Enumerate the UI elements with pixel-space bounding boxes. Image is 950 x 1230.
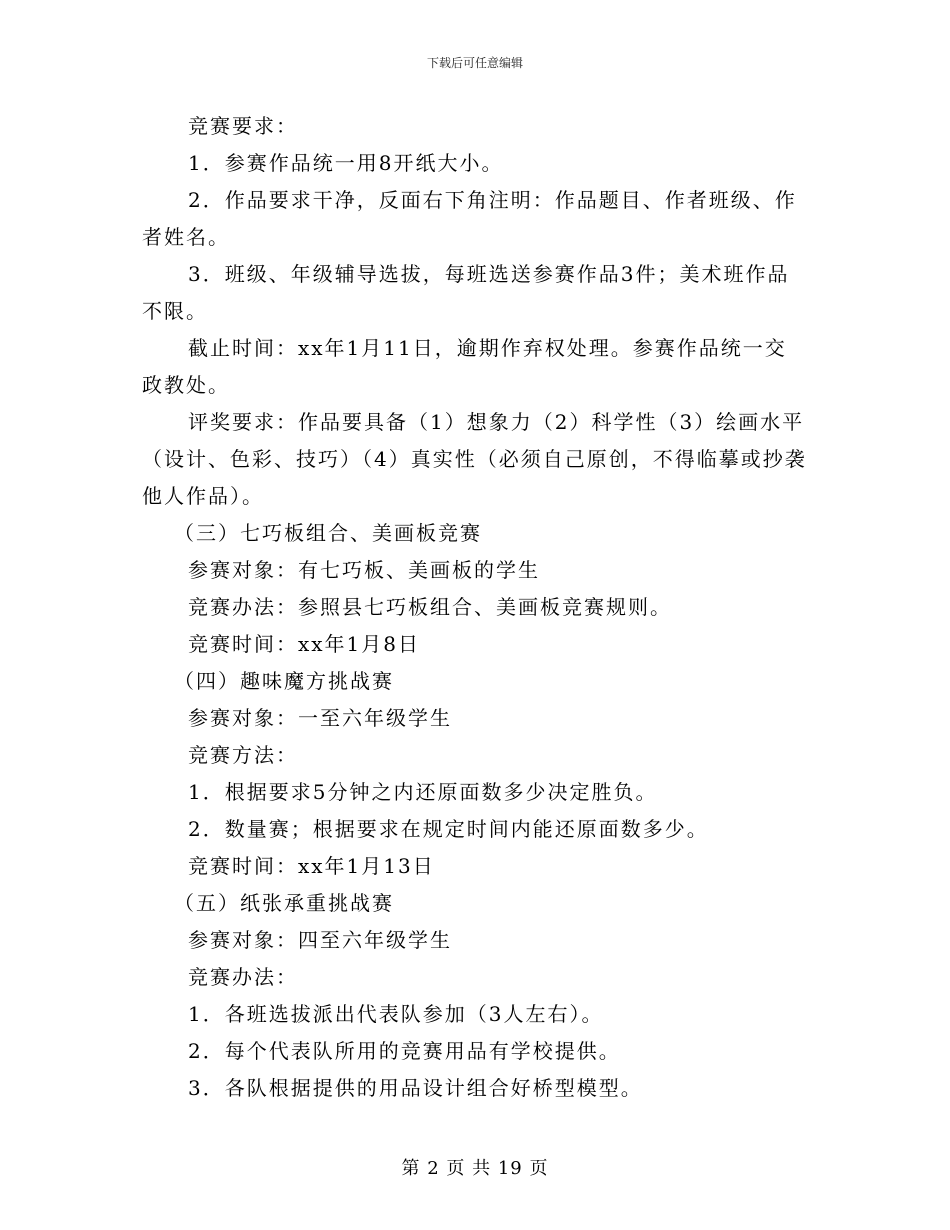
paragraph: 1．根据要求5分钟之内还原面数多少决定胜负。 (188, 780, 658, 804)
page-header: 下载后可任意编辑 (426, 56, 523, 70)
paragraph: 截止时间：xx年1月11日，逾期作弃权处理。参赛作品统一交政教处。 (142, 336, 787, 397)
paragraph: 3．班级、年级辅导选拔，每班选送参赛作品3件；美术班作品不限。 (142, 262, 790, 323)
paragraph: 2．作品要求干净，反面右下角注明：作品题目、作者班级、作者姓名。 (142, 188, 797, 249)
page-footer: 第 2 页 共 19 页 (401, 1158, 549, 1179)
paragraph: 1．参赛作品统一用8开纸大小。 (188, 151, 504, 175)
paragraph: 评奖要求：作品要具备（1）想象力（2）科学性（3）绘画水平（设计、色彩、技巧）（4）真实性（必须自己原创，不得临摹或抄袭他人作品）。 (142, 410, 807, 508)
document-body (142, 108, 808, 1107)
section-heading: （五）纸张承重挑战赛 (174, 891, 394, 915)
paragraph: 竞赛办法：参照县七巧板组合、美画板竞赛规则。 (188, 595, 672, 619)
paragraph: 竞赛方法： (188, 743, 298, 767)
paragraph: 参赛对象：一至六年级学生 (188, 706, 452, 730)
paragraph: 3．各队根据提供的用品设计组合好桥型模型。 (188, 1076, 643, 1100)
paragraph: 参赛对象：四至六年级学生 (188, 928, 452, 952)
paragraph: 竞赛要求： (188, 114, 298, 138)
paragraph: 参赛对象：有七巧板、美画板的学生 (188, 558, 540, 582)
paragraph: 2．每个代表队所用的竞赛用品有学校提供。 (188, 1039, 621, 1063)
paragraph: 竞赛办法： (188, 965, 298, 989)
section-heading: （三）七巧板组合、美画板竞赛 (174, 521, 482, 545)
paragraph: 1．各班选拔派出代表队参加（3人左右）。 (188, 1002, 604, 1026)
paragraph: 2．数量赛；根据要求在规定时间内能还原面数多少。 (188, 817, 709, 841)
section-heading: （四）趣味魔方挑战赛 (174, 669, 394, 693)
paragraph: 竞赛时间：xx年1月8日 (188, 632, 421, 656)
paragraph: 竞赛时间：xx年1月13日 (188, 854, 435, 878)
